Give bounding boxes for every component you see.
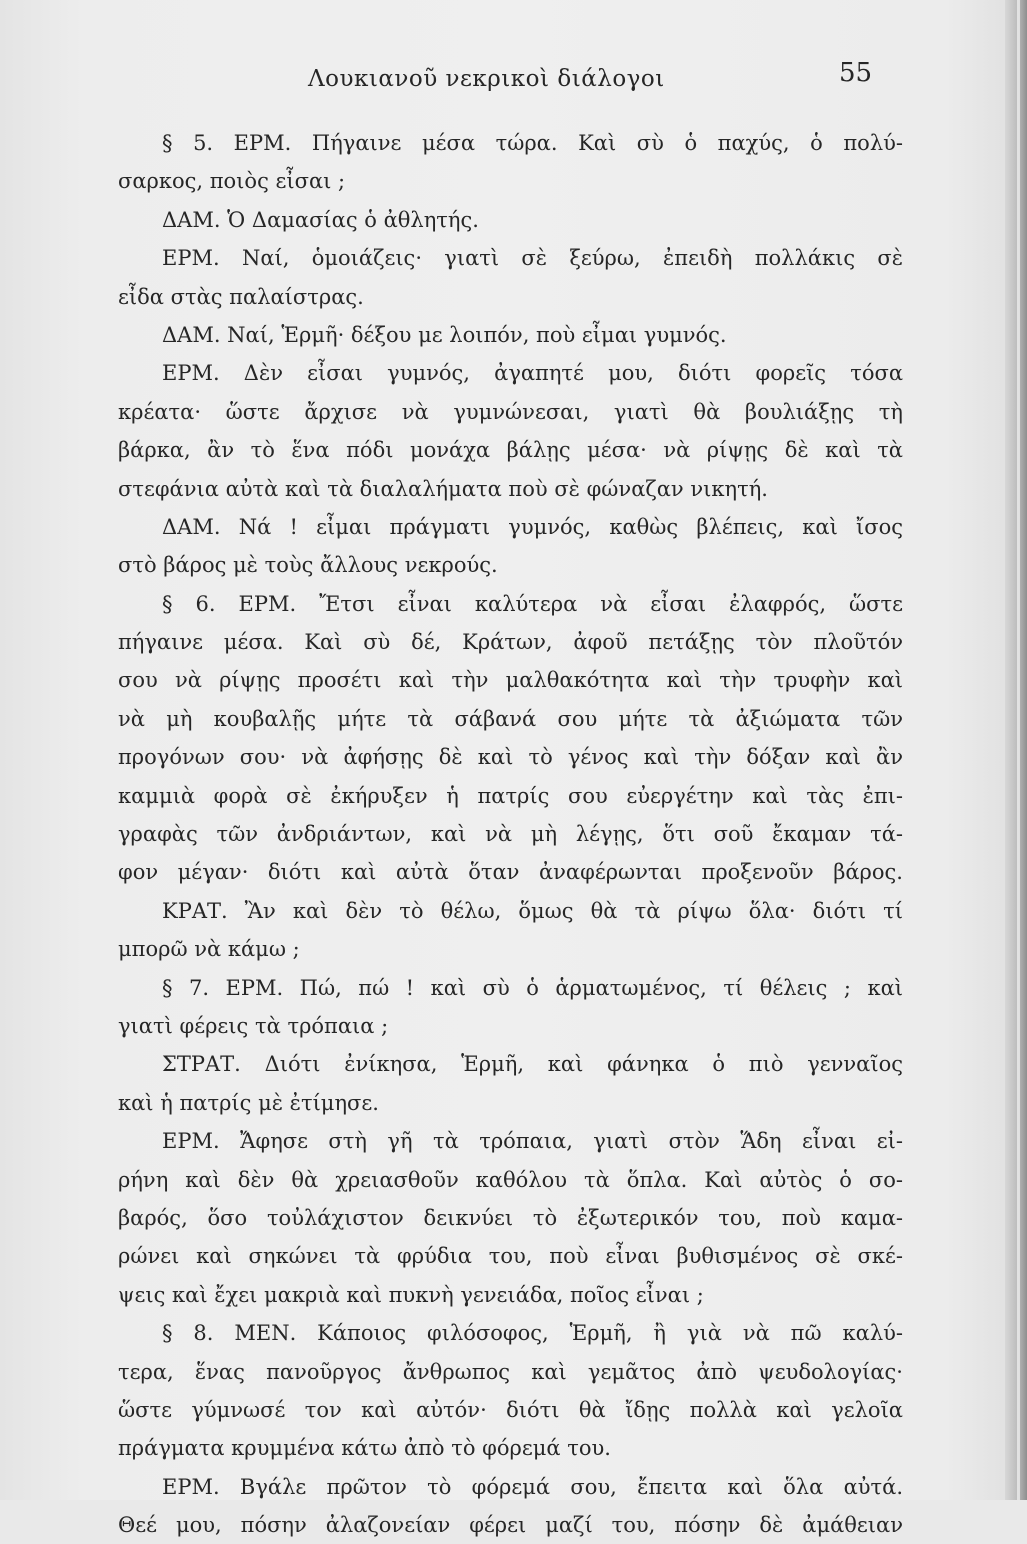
text-line: ΣΤΡΑΤ. Διότι ἐνίκησα, Ἑρμῆ, καὶ φάνηκα ὁ πιὸ γενναῖος bbox=[162, 1052, 903, 1077]
text-line: εἶδα στὰς παλαίστρας. bbox=[118, 284, 364, 309]
body-text bbox=[118, 124, 903, 1544]
text-line: πράγματα κρυμμένα κάτω ἀπὸ τὸ φόρεμά του. bbox=[118, 1436, 611, 1461]
text-line: προγόνων σου· νὰ ἀφήσῃς δὲ καὶ τὸ γένος καὶ τὴν δόξαν καὶ ἂν bbox=[118, 745, 903, 770]
text-line: καμμιὰ φορὰ σὲ ἐκήρυξεν ἡ πατρίς σου εὐεργέτην καὶ τὰς ἐπι- bbox=[118, 783, 903, 808]
text-line: φον μέγαν· διότι καὶ αὐτὰ ὅταν ἀναφέρωνται προξενοῦν βάρος. bbox=[118, 860, 903, 885]
text-line: § 8. ΜΕΝ. Κάποιος φιλόσοφος, Ἑρμῆ, ἢ γιὰ νὰ πῶ καλύ- bbox=[162, 1321, 903, 1346]
binding-highlight bbox=[1017, 0, 1020, 1500]
text-line: ΔΑΜ. Νά ! εἶμαι πράγματι γυμνός, καθὼς βλέπεις, καὶ ἴσος bbox=[162, 514, 903, 539]
text-line: ΕΡΜ. Δὲν εἶσαι γυμνός, ἀγαπητέ μου, διότι φορεῖς τόσα bbox=[162, 361, 903, 386]
text-line: βάρκα, ἂν τὸ ἕνα πόδι μονάχα βάλῃς μέσα· νὰ ρίψῃς δὲ καὶ τὰ bbox=[118, 438, 903, 463]
text-line: στεφάνια αὐτὰ καὶ τὰ διαλαλήματα ποὺ σὲ φώναζαν νικητή. bbox=[118, 476, 768, 501]
text-line: ρήνη καὶ δὲν θὰ χρειασθοῦν καθόλου τὰ ὅπλα. Καὶ αὐτὸς ὁ σο- bbox=[118, 1167, 903, 1192]
text-line: μπορῶ νὰ κάμω ; bbox=[118, 937, 300, 962]
text-line: πήγαινε μέσα. Καὶ σὺ δέ, Κράτων, ἀφοῦ πετάξῃς τὸν πλοῦτόν bbox=[118, 630, 903, 655]
running-header bbox=[0, 58, 1000, 104]
text-line: βαρός, ὅσο τοὐλάχιστον δεικνύει τὸ ἐξωτερικόν του, ποὺ καμα- bbox=[118, 1205, 903, 1230]
text-line: § 6. ΕΡΜ. Ἔτσι εἶναι καλύτερα νὰ εἶσαι ἐλαφρός, ὥστε bbox=[162, 591, 903, 616]
text-line: Θεέ μου, πόσην ἀλαζονείαν φέρει μαζί του, πόσην δὲ ἀμάθειαν bbox=[118, 1513, 903, 1538]
text-line: ΕΡΜ. Βγάλε πρῶτον τὸ φόρεμά σου, ἔπειτα καὶ ὅλα αὐτά. bbox=[162, 1474, 903, 1499]
text-line: ΔΑΜ. Ναί, Ἑρμῆ· δέξου με λοιπόν, ποὺ εἶμαι γυμνός. bbox=[162, 322, 727, 347]
text-line: καὶ ἡ πατρίς μὲ ἐτίμησε. bbox=[118, 1090, 379, 1115]
text-line: νὰ μὴ κουβαλῇς μήτε τὰ σάβανά σου μήτε τὰ ἀξιώματα τῶν bbox=[118, 706, 903, 731]
text-line: ΕΡΜ. Ναί, ὁμοιάζεις· γιατὶ σὲ ξεύρω, ἐπειδὴ πολλάκις σὲ bbox=[162, 246, 903, 271]
text-line: γραφὰς τῶν ἀνδριάντων, καὶ νὰ μὴ λέγῃς, ὅτι σοῦ ἔκαμαν τά- bbox=[118, 822, 903, 847]
text-line: § 5. ΕΡΜ. Πήγαινε μέσα τώρα. Καὶ σὺ ὁ παχύς, ὁ πολύ- bbox=[162, 131, 903, 155]
text-line: γιατὶ φέρεις τὰ τρόπαια ; bbox=[118, 1013, 389, 1038]
text-line: ὥστε γύμνωσέ τον καὶ αὐτόν· διότι θὰ ἴδῃς πολλὰ καὶ γελοῖα bbox=[118, 1397, 903, 1422]
page-number: 55 bbox=[839, 58, 873, 88]
text-line: ψεις καὶ ἔχει μακριὰ καὶ πυκνὴ γενειάδα, ποῖος εἶναι ; bbox=[118, 1282, 704, 1307]
text-line: § 7. ΕΡΜ. Πώ, πώ ! καὶ σὺ ὁ ἁρματωμένος, τί θέλεις ; καὶ bbox=[162, 975, 903, 1000]
text-line: ΚΡΑΤ. Ἂν καὶ δὲν τὸ θέλω, ὅμως θὰ τὰ ρίψω ὅλα· διότι τί bbox=[162, 898, 903, 923]
text-line: στὸ βάρος μὲ τοὺς ἄλλους νεκρούς. bbox=[118, 553, 498, 578]
text-line: κρέατα· ὥστε ἄρχισε νὰ γυμνώνεσαι, γιατὶ θὰ βουλιάξῃς τὴ bbox=[118, 399, 903, 424]
text-line: τερα, ἕνας πανοῦργος ἄνθρωπος καὶ γεμᾶτος ἀπὸ ψευδολογίας· bbox=[118, 1359, 903, 1384]
text-line: ρώνει καὶ σηκώνει τὰ φρύδια του, ποὺ εἶναι βυθισμένος σὲ σκέ- bbox=[118, 1244, 903, 1269]
page-binding-edge bbox=[1005, 0, 1027, 1500]
text-line: ΔΑΜ. Ὁ Δαμασίας ὁ ἀθλητής. bbox=[162, 207, 479, 232]
text-line: σαρκος, ποιὸς εἶσαι ; bbox=[118, 169, 346, 194]
text-line: σου νὰ ρίψῃς προσέτι καὶ τὴν μαλθακότητα καὶ τὴν τρυφὴν καὶ bbox=[118, 668, 903, 693]
running-title: Λουκιανοῦ νεκρικοὶ διάλογοι bbox=[308, 66, 665, 92]
text-line: ΕΡΜ. Ἄφησε στὴ γῆ τὰ τρόπαια, γιατὶ στὸν Ἅδη εἶναι εἰ- bbox=[162, 1129, 903, 1154]
